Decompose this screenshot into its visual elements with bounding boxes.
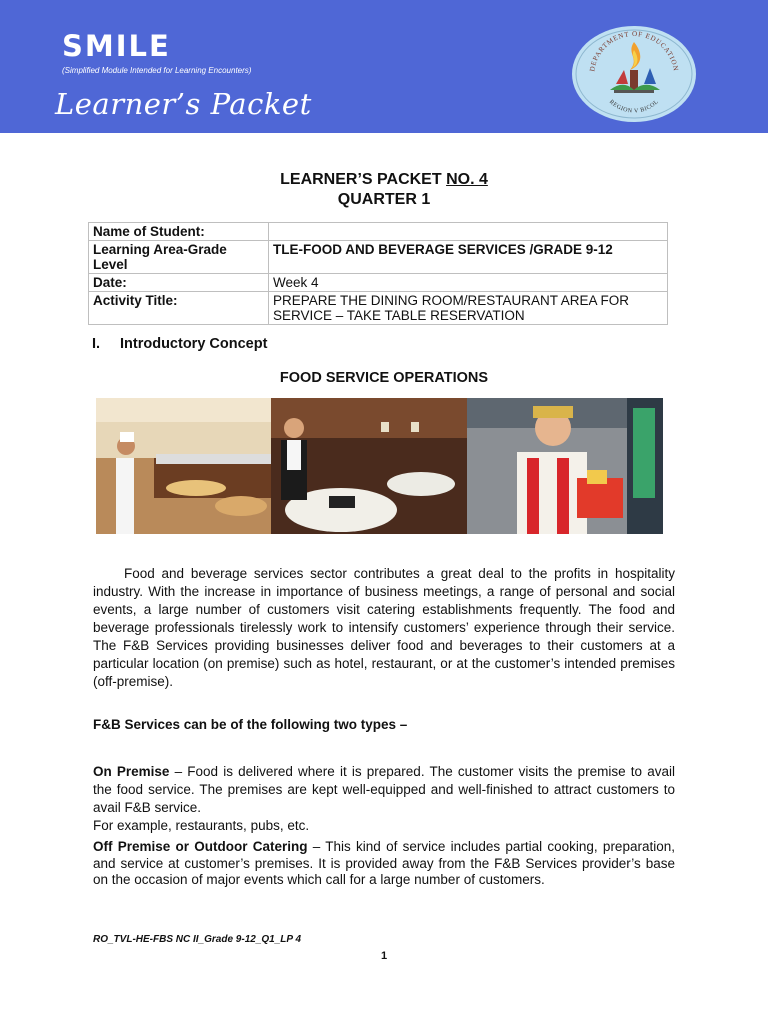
- date-label: Date:: [89, 274, 269, 292]
- table-row: [89, 241, 668, 274]
- intro-paragraph: Food and beverage services sector contributes a great deal to the profits in hospitality industry. With the increase in importance of business meetings, a range of personal and social events, a large number of customers visit catering establishments frequently. The food and beverage professionals tirelessly work to intensify customers’ experience through their service. The F&B Services providing businesses deliver food and beverages to their customers at a particular location (on premise) such as hotel, restaurant, or at the customer’s intended premises (off-premise).: [93, 566, 675, 689]
- off-premise-paragraph: [93, 839, 675, 889]
- section-number: I.: [92, 336, 101, 352]
- on-premise-paragraph: [93, 763, 675, 817]
- packet-number: NO. 4: [446, 171, 488, 188]
- packet-title-prefix: LEARNER’S PACKET: [280, 171, 447, 188]
- on-premise-term: On Premise: [93, 764, 170, 779]
- off-premise-term: Off Premise or Outdoor Catering: [93, 839, 308, 854]
- quarter-title: QUARTER 1: [337, 191, 431, 208]
- off-premise-text: – This kind of service includes partial cooking, preparation, and service at customer’s premises. It is provided away from the F&B Services provider’s base on the occasion of major events which call for a large number of customers.: [93, 839, 675, 887]
- learning-area-label: Learning Area-Grade Level: [89, 241, 269, 274]
- example-paragraph: For example, restaurants, pubs, etc.: [93, 818, 310, 833]
- date-value: Week 4: [269, 274, 668, 292]
- section-title: Introductory Concept: [120, 336, 268, 352]
- name-value: [269, 223, 668, 241]
- activity-title-value: PREPARE THE DINING ROOM/RESTAURANT AREA FOR SERVICE – TAKE TABLE RESERVATION: [269, 292, 668, 325]
- student-info-table: [88, 222, 668, 325]
- section-heading: [92, 336, 267, 352]
- activity-title-label: Activity Title:: [89, 292, 269, 325]
- on-premise-text: – Food is delivered where it is prepared. The customer visits the premise to avail the food service. The premises are kept well-equipped and well-finished to attract customers to avail F&B service.: [93, 764, 675, 815]
- svg-text:REGION V BICOL: REGION V BICOL: [607, 99, 661, 115]
- types-heading: F&B Services can be of the following two types –: [93, 717, 408, 732]
- header-banner: [0, 0, 768, 133]
- fast-food-service-photo: [467, 398, 663, 534]
- svg-text:DEPARTMENT OF EDUCATION: DEPARTMENT OF EDUCATION: [588, 29, 680, 73]
- brand-subtitle: (Simplified Module Intended for Learning Encounters): [62, 66, 252, 75]
- food-service-photos: [96, 398, 663, 534]
- table-row: [89, 274, 668, 292]
- section-subtitle: FOOD SERVICE OPERATIONS: [279, 370, 489, 386]
- learning-area-value: TLE-FOOD AND BEVERAGE SERVICES /GRADE 9-12: [269, 241, 668, 274]
- table-row: [89, 292, 668, 325]
- table-row: [89, 223, 668, 241]
- name-label: Name of Student:: [89, 223, 269, 241]
- deped-seal-icon: [570, 24, 698, 124]
- learners-packet-title: Learner’s Packet: [55, 87, 312, 121]
- packet-number-title: [0, 170, 768, 190]
- document-code: RO_TVL-HE-FBS NC II_Grade 9-12_Q1_LP 4: [93, 934, 302, 945]
- buffet-chef-photo: [96, 398, 271, 534]
- brand-logo-text: SMILE: [62, 29, 171, 63]
- dining-room-photo: [271, 398, 467, 534]
- page-number: 1: [380, 950, 388, 962]
